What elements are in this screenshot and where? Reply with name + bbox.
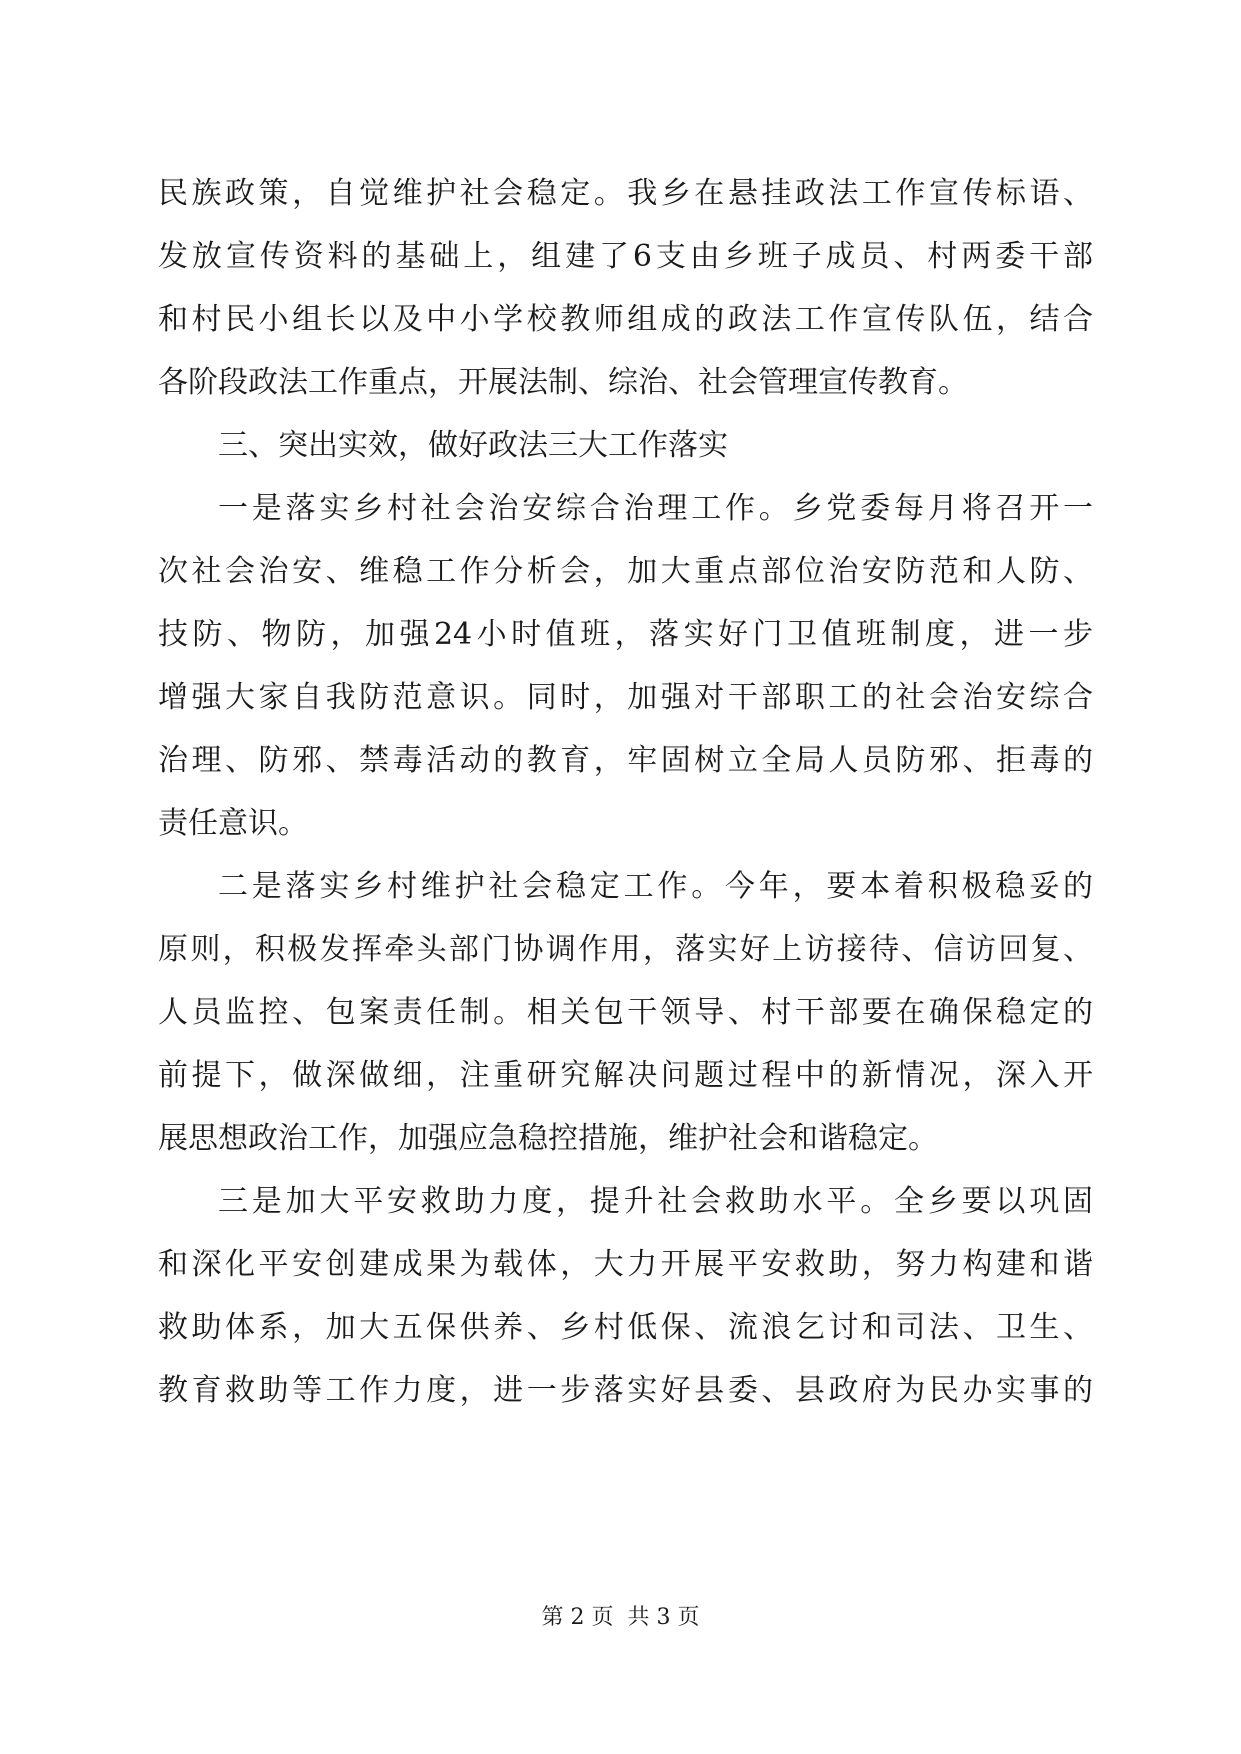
section-heading: 三、突出实效，做好政法三大工作落实 (218, 428, 728, 463)
paragraph-line: 和村民小组长以及中小学校教师组成的政法工作宣传队伍，结合 (158, 302, 1093, 337)
paragraph-line: 增强大家自我防范意识。同时，加强对干部职工的社会治安综合 (158, 680, 1093, 715)
paragraph-line: 前提下，做深做细，注重研究解决问题过程中的新情况，深入开 (158, 1058, 1093, 1093)
paragraph-line: 二是落实乡村维护社会稳定工作。今年，要本着积极稳妥的 (218, 869, 1093, 904)
paragraph-line: 展思想政治工作，加强应急稳控措施，维护社会和谐稳定。 (158, 1121, 938, 1156)
paragraph-line: 原则，积极发挥牵头部门协调作用，落实好上访接待、信访回复、 (158, 932, 1093, 967)
paragraph-line: 各阶段政法工作重点，开展法制、综治、社会管理宣传教育。 (158, 365, 968, 400)
page-footer (0, 1604, 1241, 1632)
paragraph-line: 次社会治安、维稳工作分析会，加大重点部位治安防范和人防、 (158, 554, 1093, 589)
paragraph-line: 三是加大平安救助力度，提升社会救助水平。全乡要以巩固 (218, 1184, 1093, 1219)
paragraph-line: 治理、防邪、禁毒活动的教育，牢固树立全局人员防邪、拒毒的 (158, 743, 1093, 778)
paragraph-line: 责任意识。 (158, 806, 308, 841)
paragraph-line: 教育救助等工作力度，进一步落实好县委、县政府为民办实事的 (158, 1373, 1093, 1408)
paragraph-line: 民族政策，自觉维护社会稳定。我乡在悬挂政法工作宣传标语、 (158, 176, 1093, 211)
paragraph-line: 一是落实乡村社会治安综合治理工作。乡党委每月将召开一 (218, 491, 1093, 526)
paragraph-line: 发放宣传资料的基础上，组建了6支由乡班子成员、村两委干部 (158, 239, 1093, 274)
paragraph-line: 救助体系，加大五保供养、乡村低保、流浪乞讨和司法、卫生、 (158, 1310, 1093, 1345)
page-number-label: 第 2 页 共 3 页 (541, 1605, 700, 1630)
document-body (158, 162, 1093, 1422)
paragraph-line: 人员监控、包案责任制。相关包干领导、村干部要在确保稳定的 (158, 995, 1093, 1030)
paragraph-line: 技防、物防，加强24小时值班，落实好门卫值班制度，进一步 (158, 617, 1093, 652)
paragraph-line: 和深化平安创建成果为载体，大力开展平安救助，努力构建和谐 (158, 1247, 1093, 1282)
